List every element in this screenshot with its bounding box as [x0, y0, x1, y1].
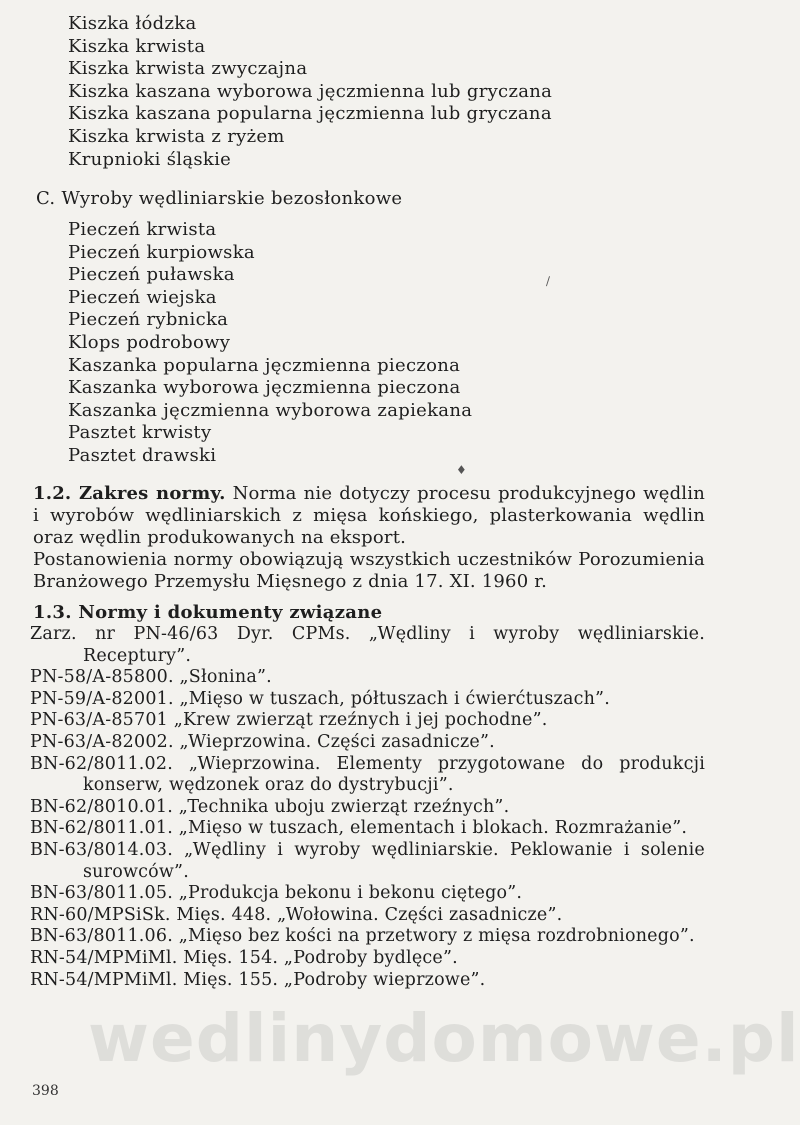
list-item: Pieczeń rybnicka — [68, 309, 229, 331]
reference-item: BN-62/8011.02. „Wieprzowina. Elementy przygotowane do produkcji konserw, wędzonek oraz do dystrybucji”. — [30, 753, 705, 796]
reference-item: PN-63/A-82002. „Wieprzowina. Części zasadnicze”. — [30, 731, 495, 752]
reference-item: Zarz. nr PN-46/63 Dyr. CPMs. „Wędliny i wyroby wędliniarskie. Receptury”. — [30, 624, 705, 666]
list-item: Klops podrobowy — [68, 331, 231, 353]
list-item: Krupnioki śląskie — [68, 148, 232, 170]
section-1-3-heading: 1.3. Normy i dokumenty związane — [33, 602, 383, 623]
list-item: Kaszanka popularna jęczmienna pieczona — [68, 354, 461, 376]
reference-item: PN-58/A-85800. „Słonina”. — [30, 667, 272, 688]
sausage-list-a — [68, 13, 552, 171]
list-item: Pasztet krwisty — [68, 422, 212, 444]
list-item: Kiszka krwista zwyczajna — [68, 58, 308, 80]
watermark: wedlinydomowe.pl — [88, 1000, 800, 1077]
print-speck: ♦ — [456, 463, 467, 477]
section-1-2-paragraph — [33, 483, 705, 549]
list-item: Pasztet drawski — [68, 444, 217, 466]
list-item: Kiszka łódzka — [68, 13, 197, 34]
reference-item: BN-62/8010.01. „Technika uboju zwierząt rzeźnych”. — [30, 796, 510, 817]
reference-item: BN-63/8011.06. „Mięso bez kości na przetwory z mięsa rozdrobnionego”. — [30, 926, 695, 947]
list-item: Kiszka krwista — [68, 35, 206, 57]
list-item: Pieczeń wiejska — [68, 286, 217, 308]
references-list — [30, 624, 705, 991]
list-item: Pieczeń krwista — [68, 219, 217, 240]
reference-item: RN-60/MPSiSk. Mięs. 448. „Wołowina. Części zasadnicze”. — [30, 904, 563, 925]
print-speck: \ — [542, 274, 554, 288]
section-c-heading: C. Wyroby wędliniarskie bezosłonkowe — [36, 188, 403, 209]
reference-item: RN-54/MPMiMl. Mięs. 155. „Podroby wieprzowe”. — [30, 969, 486, 990]
reference-item: RN-54/MPMiMl. Mięs. 154. „Podroby bydlęce”. — [30, 947, 458, 968]
list-item: Kiszka krwista z ryżem — [68, 125, 285, 147]
reference-item: PN-63/A-85701 „Krew zwierząt rzeźnych i jej pochodne”. — [30, 710, 548, 731]
list-item: Kaszanka wyborowa jęczmienna pieczona — [68, 377, 461, 399]
reference-item: BN-62/8011.01. „Mięso w tuszach, elementach i blokach. Rozmrażanie”. — [30, 818, 688, 839]
list-item: Kiszka kaszana wyborowa jęczmienna lub gryczana — [68, 80, 553, 102]
section-1-2-title: 1.2. Zakres normy. — [33, 483, 226, 504]
reference-item: BN-63/8011.05. „Produkcja bekonu i bekonu ciętego”. — [30, 883, 523, 904]
section-1-2-paragraph-2: Postanowienia normy obowiązują wszystkich uczestników Porozumienia Branżowego Przemysłu Mięsnego z dnia 17. XI. 1960 r. — [33, 549, 705, 592]
list-item: Kaszanka jęczmienna wyborowa zapiekana — [68, 399, 473, 421]
section-1-2-text: Norma nie dotyczy procesu produkcyjnego wędlin i wyrobów wędliniarskich z mięsa końskiego, plasterkowania wędlin oraz wędlin produkowanych na eksport. — [33, 483, 706, 548]
reference-item: PN-59/A-82001. „Mięso w tuszach, półtuszach i ćwierćtuszach”. — [30, 688, 610, 709]
list-item: Pieczeń kurpiowska — [68, 241, 255, 263]
sausage-list-c — [68, 219, 472, 468]
reference-item: BN-63/8014.03. „Wędliny i wyroby wędliniarskie. Peklowanie i solenie surowców”. — [30, 839, 705, 882]
list-item: Pieczeń puławska — [68, 264, 235, 286]
page-number: 398 — [32, 1083, 59, 1099]
list-item: Kiszka kaszana popularna jęczmienna lub gryczana — [68, 103, 552, 125]
